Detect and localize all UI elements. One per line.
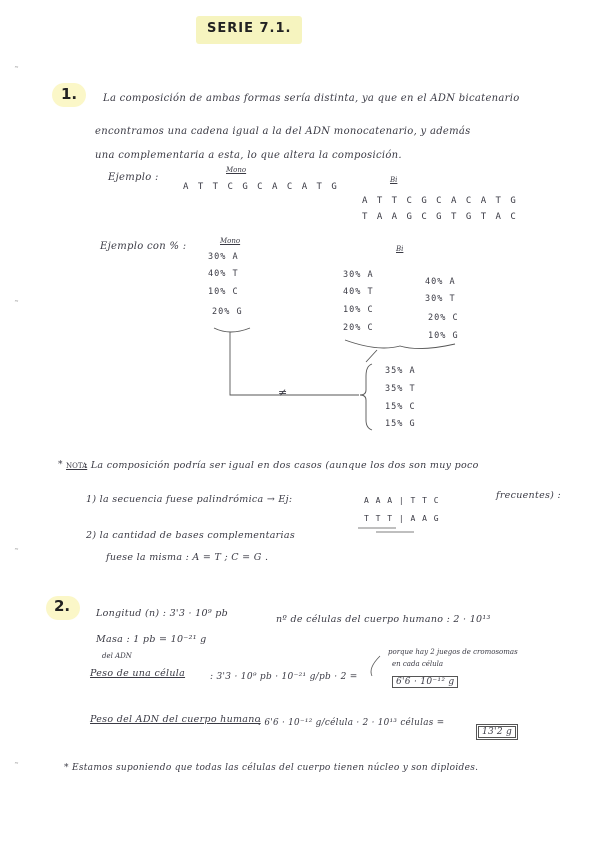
mono-pct-g: 20% G <box>212 307 243 317</box>
result-pct-t: 35% T <box>385 384 416 394</box>
q2-longitud: Longitud (n) : 3'3 · 10⁹ pb <box>96 608 229 619</box>
page-title: SERIE 7.1. <box>207 21 292 36</box>
q2-note-cada: en cada célula <box>392 660 444 668</box>
bi-pct-label: Bi <box>396 245 404 253</box>
bi-right-pct-a: 40% A <box>425 277 456 287</box>
neq-symbol: ≠ <box>278 386 288 399</box>
q2-n-celulas: nº de células del cuerpo humano : 2 · 10¹³ <box>276 614 491 625</box>
bi-left-pct-t: 40% T <box>343 287 374 297</box>
mono-pct-t: 40% T <box>208 269 239 279</box>
bi-right-pct-c: 20% C <box>428 313 459 323</box>
mono-sequence: A T T C G C A C A T G <box>183 182 339 192</box>
bi-label: Bi <box>390 176 398 184</box>
result-pct-c: 15% C <box>385 402 416 412</box>
bi-left-pct-a: 30% A <box>343 270 374 280</box>
result-pct-g: 15% G <box>385 419 416 429</box>
bi-sequence-2: T A A G C G T G T A C <box>362 212 518 222</box>
bi-left-pct-c: 10% C <box>343 305 374 315</box>
q2-peso-label: Peso de una célula <box>90 668 186 679</box>
nota-case-1: 1) la secuencia fuese palindrómica → Ej: <box>86 494 293 505</box>
nota-line-1b: frecuentes) : <box>496 490 562 501</box>
mono-label: Mono <box>226 166 247 174</box>
nota-marker: * <box>58 460 63 470</box>
q2-del-adn: del ADN <box>102 652 132 660</box>
q1-line-3: una complementaria a esta, lo que altera la composición. <box>95 150 402 161</box>
example-label: Ejemplo : <box>108 172 159 183</box>
bi-right-pct-t: 30% T <box>425 294 456 304</box>
bi-left-pct-c2: 20% C <box>343 323 374 333</box>
margin-mark: ˜ <box>14 66 19 77</box>
q2-masa: Masa : 1 pb = 10⁻²¹ g <box>96 634 207 645</box>
pct-example-label: Ejemplo con % : <box>100 241 187 252</box>
q1-number: 1. <box>61 85 78 103</box>
q1-line-1: La composición de ambas formas sería distinta, ya que en el ADN bicatenario <box>103 93 520 104</box>
q2-note-porque: porque hay 2 juegos de cromosomas <box>388 648 518 656</box>
mono-pct-label: Mono <box>220 237 241 245</box>
q1-line-2: encontramos una cadena igual a la del ADN monocatenario, y además <box>95 126 471 137</box>
q2-number: 2. <box>54 597 71 615</box>
mono-pct-c: 10% C <box>208 287 239 297</box>
nota-line-1: : La composición podría ser igual en dos casos (aunque los dos son muy poco <box>84 460 479 471</box>
nota-case-2a: 2) la cantidad de bases complementarias <box>86 530 295 541</box>
margin-mark: ˜ <box>14 300 19 311</box>
nota-label: NOTA <box>66 462 88 470</box>
q2-peso-total-calc: : 6'6 · 10⁻¹² g/célula · 2 · 10¹³ células = <box>258 718 445 728</box>
margin-mark: ˜ <box>14 548 19 559</box>
bi-right-pct-g: 10% G <box>428 331 459 341</box>
result-pct-a: 35% A <box>385 366 416 376</box>
mono-pct-a: 30% A <box>208 252 239 262</box>
q2-peso-total-result: 13'2 g <box>476 724 518 740</box>
q2-peso-total-label: Peso del ADN del cuerpo humano <box>90 714 261 725</box>
bi-sequence-1: A T T C G C A C A T G <box>362 196 518 206</box>
palindrome-top: A A A | T T C <box>364 496 440 505</box>
margin-mark: ˜ <box>14 762 19 773</box>
nota-case-2b: fuese la misma : A = T ; C = G . <box>106 552 269 563</box>
q2-peso-calc: : 3'3 · 10⁹ pb · 10⁻²¹ g/pb · 2 = <box>210 672 358 682</box>
q2-footnote: * Estamos suponiendo que todas las células del cuerpo tienen núcleo y son diploides. <box>64 763 479 773</box>
q2-peso-result: 6'6 · 10⁻¹² g <box>392 676 458 688</box>
palindrome-bottom: T T T | A A G <box>364 514 440 523</box>
